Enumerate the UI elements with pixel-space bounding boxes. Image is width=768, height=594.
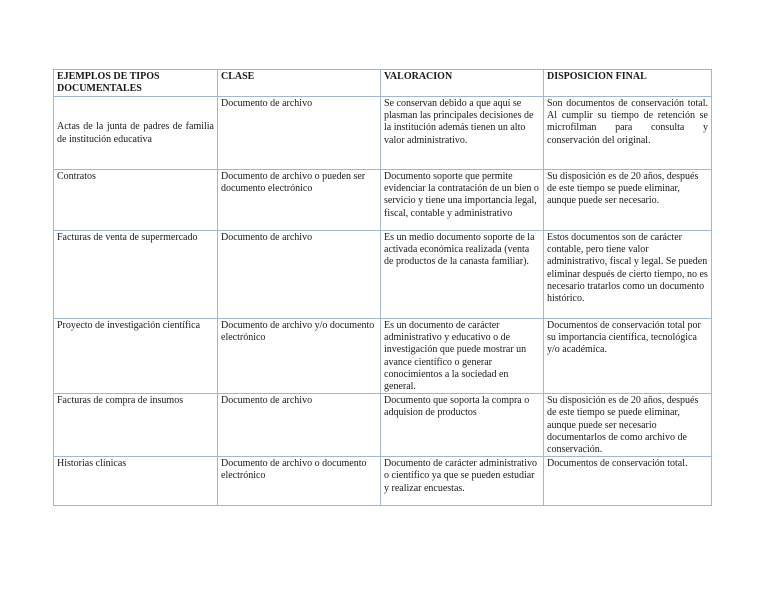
cell-valoracion: Documento soporte que permite evidenciar la contratación de un bien o servicio y tiene una importancia legal, fiscal, contable y administrativo <box>381 170 544 231</box>
table-row <box>54 457 712 506</box>
header-tipo: EJEMPLOS DE TIPOS DOCUMENTALES <box>54 70 218 97</box>
cell-disposicion: Su disposición es de 20 años, después de este tiempo se puede eliminar, aunque puede ser necesario. <box>544 170 712 231</box>
cell-valoracion: Documento de carácter administrativo o científico ya que se pueden estudiar y realizar encuestas. <box>381 457 544 506</box>
cell-tipo: Historias clínicas <box>54 457 218 506</box>
cell-disposicion: Documentos de conservación total. <box>544 457 712 506</box>
cell-tipo: Facturas de venta de supermercado <box>54 231 218 319</box>
cell-disposicion: Estos documentos son de carácter contable, pero tiene valor administrativo, fiscal y legal. Se pueden eliminar después de cierto tiempo, no es necesario tratarlos como un documento histórico. <box>544 231 712 319</box>
cell-disposicion: Documentos de conservación total por su importancia científica, tecnológica y/o académica. <box>544 319 712 394</box>
table-row <box>54 170 712 231</box>
cell-tipo: Facturas de compra de insumos <box>54 394 218 457</box>
cell-tipo: Proyecto de investigación científica <box>54 319 218 394</box>
cell-valoracion: Se conservan debido a que aquí se plasman las principales decisiones de la institución además tienen un alto valor administrativo. <box>381 97 544 170</box>
cell-clase: Documento de archivo o documento electrónico <box>218 457 381 506</box>
cell-clase: Documento de archivo <box>218 231 381 319</box>
cell-clase: Documento de archivo <box>218 97 381 170</box>
header-row <box>54 70 712 97</box>
cell-clase: Documento de archivo y/o documento electrónico <box>218 319 381 394</box>
table-row <box>54 319 712 394</box>
cell-valoracion: Es un documento de carácter administrativo y educativo o de investigación que puede mostrar un avance científico o generar conocimientos a la sociedad en general. <box>381 319 544 394</box>
cell-valoracion: Documento que soporta la compra o adquision de productos <box>381 394 544 457</box>
cell-clase: Documento de archivo o pueden ser documento electrónico <box>218 170 381 231</box>
cell-disposicion: Su disposición es de 20 años, después de este tiempo se puede eliminar, aunque puede ser necesario documentarlos de como archivo de conservación. <box>544 394 712 457</box>
table-row <box>54 231 712 319</box>
cell-valoracion: Es un medio documento soporte de la activada económica realizada (venta de productos de la canasta familiar). <box>381 231 544 319</box>
table-row <box>54 394 712 457</box>
header-valoracion: VALORACION <box>381 70 544 97</box>
header-disposicion: DISPOSICION FINAL <box>544 70 712 97</box>
document-types-table <box>53 69 712 506</box>
cell-clase: Documento de archivo <box>218 394 381 457</box>
cell-tipo: Contratos <box>54 170 218 231</box>
cell-disposicion: Son documentos de conservación total. Al cumplir su tiempo de retención se microfilman para consulta y conservación del original. <box>544 97 712 170</box>
cell-tipo: Actas de la junta de padres de familia de institución educativa <box>54 97 218 170</box>
header-clase: CLASE <box>218 70 381 97</box>
table-row <box>54 97 712 170</box>
